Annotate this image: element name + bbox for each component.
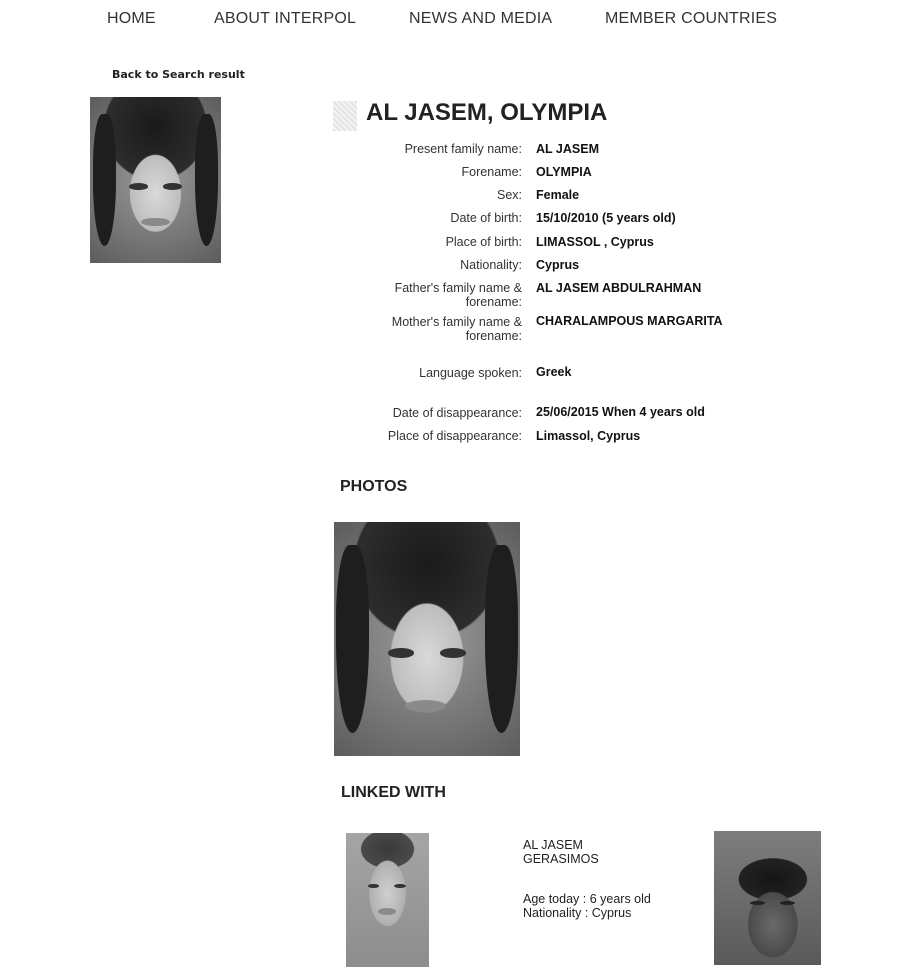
label-mother-name: Mother's family name & forename:: [391, 315, 522, 343]
nav-home[interactable]: HOME: [107, 10, 156, 27]
label-present-family-name: Present family name:: [404, 142, 522, 156]
nav-about-interpol[interactable]: ABOUT INTERPOL: [214, 10, 357, 27]
linked-adult-photo[interactable]: [714, 831, 821, 965]
value-place-of-birth: LIMASSOL , Cyprus: [536, 235, 654, 249]
profile-photo: [90, 97, 221, 263]
flag-icon: [333, 101, 357, 131]
linked-person-nationality: Nationality : Cyprus: [523, 906, 632, 920]
nav-member-countries[interactable]: MEMBER COUNTRIES: [605, 10, 778, 27]
value-mother-name: CHARALAMPOUS MARGARITA: [536, 314, 723, 328]
label-nationality: Nationality:: [460, 258, 522, 272]
photos-heading: PHOTOS: [340, 478, 408, 495]
value-date-of-disappearance: 25/06/2015 When 4 years old: [536, 405, 705, 419]
gallery-photo[interactable]: [334, 522, 520, 756]
label-date-of-disappearance: Date of disappearance:: [392, 406, 522, 420]
value-place-of-disappearance: Limassol, Cyprus: [536, 429, 641, 443]
linked-person-age: Age today : 6 years old: [523, 892, 651, 906]
person-name-title: AL JASEM, OLYMPIA: [366, 99, 608, 126]
linked-person-forename[interactable]: GERASIMOS: [523, 852, 599, 866]
back-to-search-link[interactable]: Back to Search result: [112, 68, 245, 81]
value-language-spoken: Greek: [536, 365, 572, 379]
label-language-spoken: Language spoken:: [419, 366, 522, 380]
nav-news-and-media[interactable]: NEWS AND MEDIA: [409, 10, 553, 27]
value-present-family-name: AL JASEM: [536, 142, 599, 156]
label-sex: Sex:: [496, 188, 522, 202]
value-date-of-birth: 15/10/2010 (5 years old): [536, 211, 676, 225]
label-place-of-birth: Place of birth:: [445, 235, 522, 249]
linked-person-photo[interactable]: [346, 833, 429, 967]
linked-with-heading: LINKED WITH: [341, 784, 446, 801]
label-forename: Forename:: [461, 165, 522, 179]
label-place-of-disappearance: Place of disappearance:: [387, 429, 522, 443]
value-sex: Female: [536, 188, 580, 202]
label-date-of-birth: Date of birth:: [450, 211, 522, 225]
linked-person-surname[interactable]: AL JASEM: [523, 838, 583, 852]
value-forename: OLYMPIA: [536, 165, 592, 179]
value-nationality: Cyprus: [536, 258, 580, 272]
value-father-name: AL JASEM ABDULRAHMAN: [536, 281, 702, 295]
label-father-name: Father's family name & forename:: [394, 281, 522, 309]
